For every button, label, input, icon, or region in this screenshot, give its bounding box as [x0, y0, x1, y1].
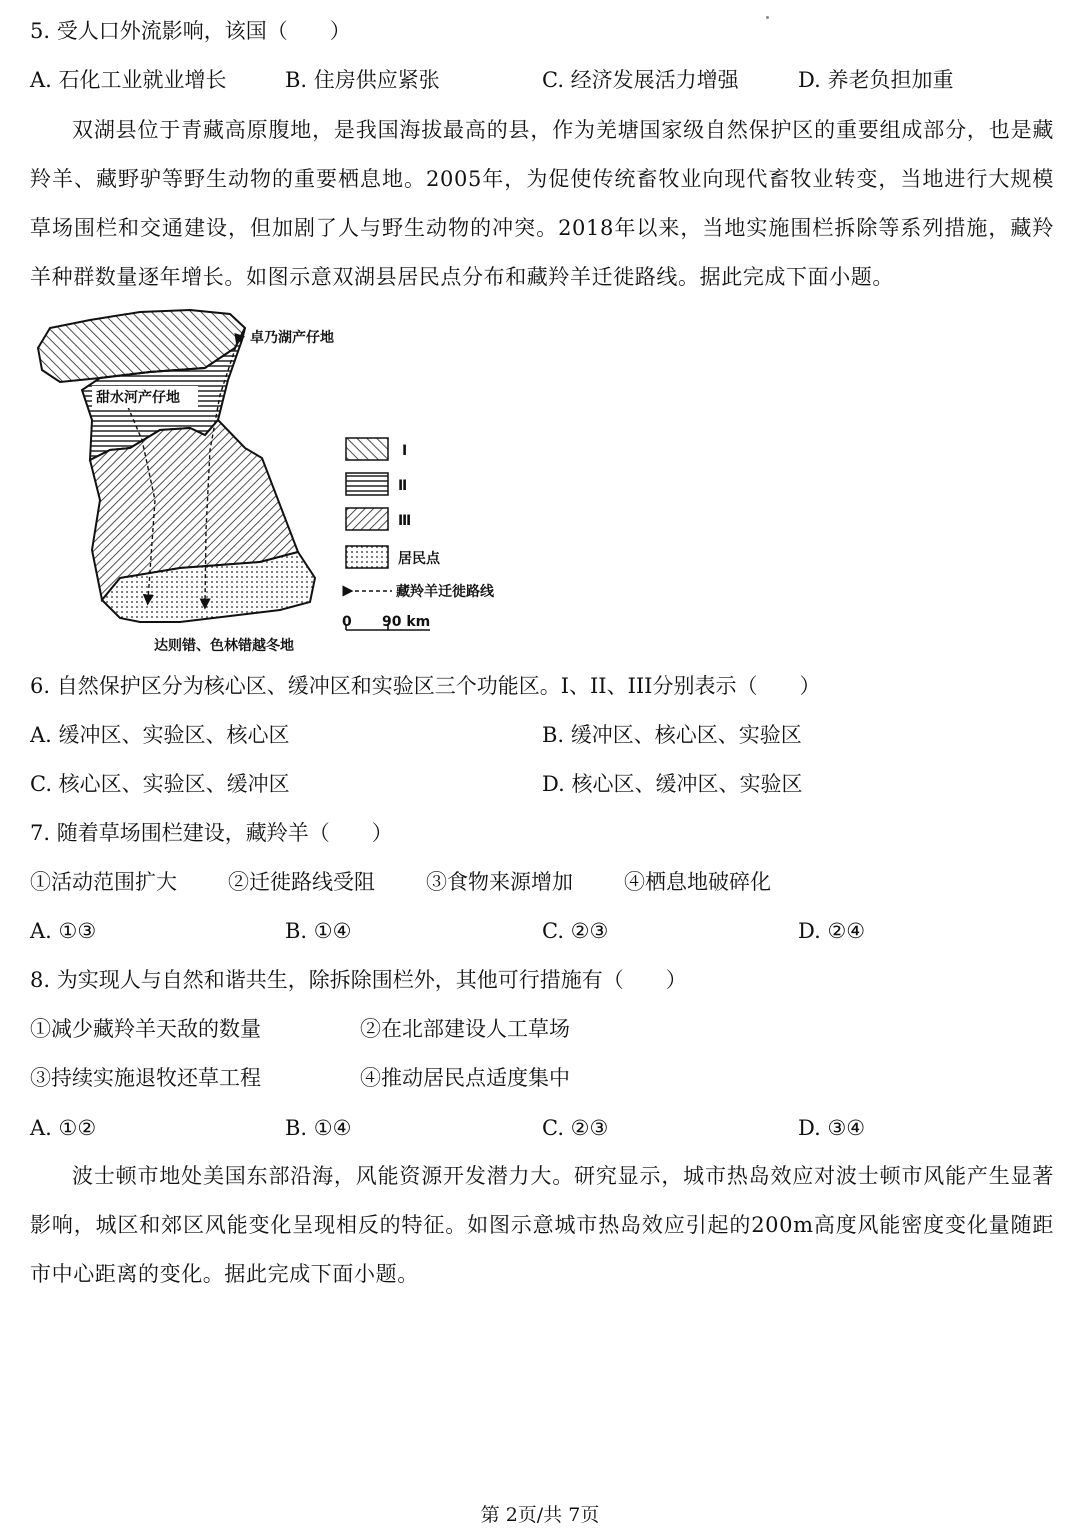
q7-item-4: ④栖息地破碎化 — [624, 870, 771, 894]
q8-option-a: A. ①② — [30, 1116, 97, 1140]
q5-option-d: D. 养老负担加重 — [798, 68, 954, 92]
q7-item-3: ③食物来源增加 — [426, 870, 573, 894]
shuanghu-map — [30, 300, 510, 660]
q7-option-a: A. ①③ — [30, 919, 97, 943]
legend-label-1: I — [402, 443, 408, 459]
q6-option-c: C. 核心区、实验区、缓冲区 — [30, 772, 290, 796]
q6-option-a: A. 缓冲区、实验区、核心区 — [30, 723, 290, 747]
q7-stem: 7. 随着草场围栏建设，藏羚羊（ ） — [30, 821, 393, 845]
q6-stem: 6. 自然保护区分为核心区、缓冲区和实验区三个功能区。I、II、III分别表示（ ） — [30, 674, 821, 698]
q8-item-2: ②在北部建设人工草场 — [360, 1017, 570, 1041]
label-zhuonai-lake: 卓乃湖产仔地 — [250, 330, 334, 346]
q8-item-4: ④推动居民点适度集中 — [360, 1066, 570, 1090]
q7-item-1: ①活动范围扩大 — [30, 870, 177, 894]
legend-swatch-settlement — [346, 546, 388, 568]
q7-option-d: D. ②④ — [798, 919, 866, 943]
q8-stem: 8. 为实现人与自然和谐共生，除拆除围栏外，其他可行措施有（ ） — [30, 968, 687, 992]
q8-option-b: B. ①④ — [285, 1116, 352, 1140]
q5-option-a: A. 石化工业就业增长 — [30, 68, 227, 92]
q8-item-3: ③持续实施退牧还草工程 — [30, 1066, 261, 1090]
q5-option-c: C. 经济发展活力增强 — [542, 68, 739, 92]
scale-zero: 0 — [342, 614, 352, 630]
passage-shuanghu: 双湖县位于青藏高原腹地，是我国海拔最高的县，作为羌塘国家级自然保护区的重要组成部分，也是藏羚羊、藏野驴等野生动物的重要栖息地。2005年，为促使传统畜牧业向现代畜牧业转变，当地进行大规模草场围栏和交通建设，但加剧了人与野生动物的冲突。2018年以来，当地实施围栏拆除等系列措施，藏羚羊种群数量逐年增长。如图示意双湖县居民点分布和藏羚羊迁徙路线。据此完成下面小题。 — [30, 118, 1054, 289]
q6-option-d: D. 核心区、缓冲区、实验区 — [542, 772, 803, 796]
legend-swatch-1 — [346, 438, 388, 460]
q7-option-c: C. ②③ — [542, 919, 609, 943]
legend-label-settlement: 居民点 — [398, 551, 440, 567]
q7-option-b: B. ①④ — [285, 919, 352, 943]
legend-label-route: 藏羚羊迁徙路线 — [396, 584, 494, 600]
q8-option-d: D. ③④ — [798, 1116, 866, 1140]
q8-item-1: ①减少藏羚羊天敌的数量 — [30, 1017, 261, 1041]
passage-boston: 波士顿市地处美国东部沿海，风能资源开发潜力大。研究显示，城市热岛效应对波士顿市风能产生显著影响，城区和郊区风能变化呈现相反的特征。如图示意城市热岛效应引起的200m高度风能密度变化量随距市中心距离的变化。据此完成下面小题。 — [30, 1164, 1054, 1286]
label-wintering-ground: 达则错、色林错越冬地 — [154, 638, 294, 654]
legend-swatch-2 — [346, 473, 388, 495]
q5-option-b: B. 住房供应紧张 — [285, 68, 440, 92]
q5-stem: 5. 受人口外流影响，该国（ ） — [30, 19, 351, 43]
legend-swatch-3 — [346, 508, 388, 530]
speck — [766, 16, 769, 19]
scale-length: 90 km — [382, 614, 431, 630]
label-tianshui-river: 甜水河产仔地 — [96, 390, 180, 406]
legend-label-2: Ⅱ — [398, 478, 408, 494]
page-number: 第 2页/共 7页 — [480, 1504, 600, 1526]
q8-option-c: C. ②③ — [542, 1116, 609, 1140]
legend-label-3: Ⅲ — [398, 513, 412, 529]
q6-option-b: B. 缓冲区、核心区、实验区 — [542, 723, 802, 747]
q7-item-2: ②迁徙路线受阻 — [228, 870, 375, 894]
